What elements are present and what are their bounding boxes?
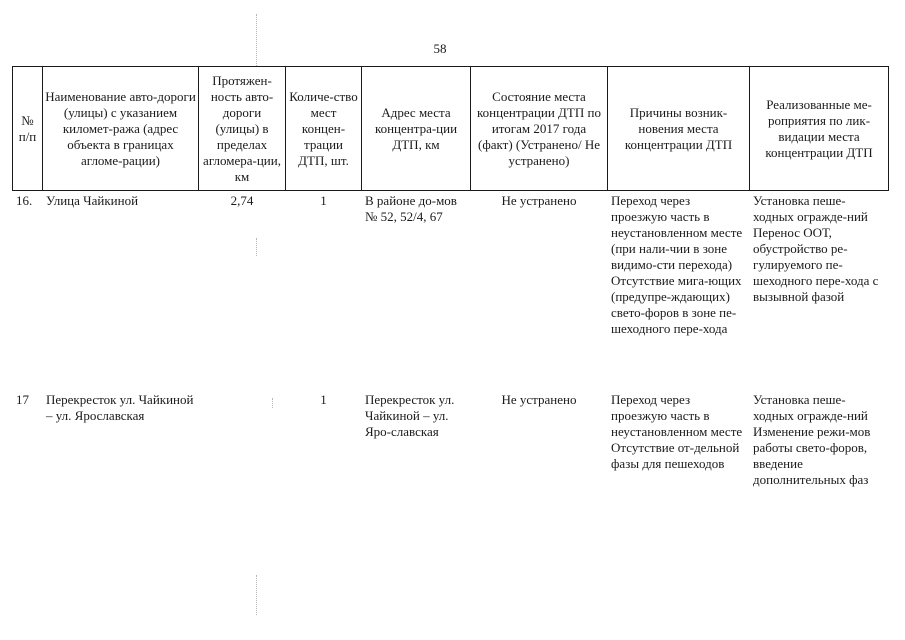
cell-dtp-address: Перекресток ул. Чайкиной – ул. Яро-славская: [365, 392, 455, 439]
header-road-name: Наименование авто-дороги (улицы) с указанием километ-ража (адрес объекта в границах агломе-рации): [43, 67, 199, 191]
cell-road-length: 2,74: [230, 193, 254, 208]
table-row: [13, 191, 889, 391]
cell-road-name: Перекресток ул. Чайкиной – ул. Ярославская: [46, 392, 194, 423]
header-dtp-address: Адрес места концентра-ции ДТП, км: [362, 67, 471, 191]
header-number: № п/п: [13, 67, 43, 191]
scan-artifact-line: [256, 575, 257, 615]
scan-artifact-line: [256, 14, 257, 66]
dtp-concentration-table: [12, 66, 889, 542]
cell-state: Не устранено: [501, 193, 577, 208]
cell-dtp-address: В районе до-мов № 52, 52/4, 67: [365, 193, 457, 224]
cell-causes: Переход через проезжую часть в неустановленном месте (при нали-чии в зоне видимо-сти перехода) Отсутствие мига-ющих (предупре-ждающих) свето-форов в зоне пе-шеходного пере-хода: [611, 193, 743, 336]
page-number: 58: [433, 41, 447, 56]
table-header-row: [13, 67, 889, 191]
cell-measures: Установка пеше-ходных огражде-ний Изменение режи-мов работы свето-форов, введение дополнительных фаз: [753, 392, 871, 487]
header-dtp-count: Количе-ство мест концен-трации ДТП, шт.: [286, 67, 362, 191]
cell-number: 17: [16, 392, 29, 407]
cell-dtp-count: 1: [320, 193, 327, 208]
header-road-length: Протяжен-ность авто-дороги (улицы) в пределах агломера-ции, км: [199, 67, 286, 191]
header-state-2017: Состояние места концентрации ДТП по итогам 2017 года (факт) (Устранено/ Не устранено): [471, 67, 608, 191]
cell-number: 16.: [16, 193, 33, 208]
cell-measures: Установка пеше-ходных огражде-ний Перенос ООТ, обустройство ре-гулируемого пе-шеходного пере-хода с вызывной фазой: [753, 193, 879, 304]
cell-causes: Переход через проезжую часть в неустановленном месте Отсутствие от-дельной фазы для пешеходов: [611, 392, 743, 471]
cell-dtp-count: 1: [320, 392, 327, 407]
cell-state: Не устранено: [501, 392, 577, 407]
cell-road-name: Улица Чайкиной: [46, 193, 139, 208]
header-measures: Реализованные ме-роприятия по лик-видации места концентрации ДТП: [750, 67, 889, 191]
cell-road-length: [199, 390, 286, 542]
header-causes: Причины возник-новения места концентрации ДТП: [608, 67, 750, 191]
table-row: [13, 390, 889, 542]
